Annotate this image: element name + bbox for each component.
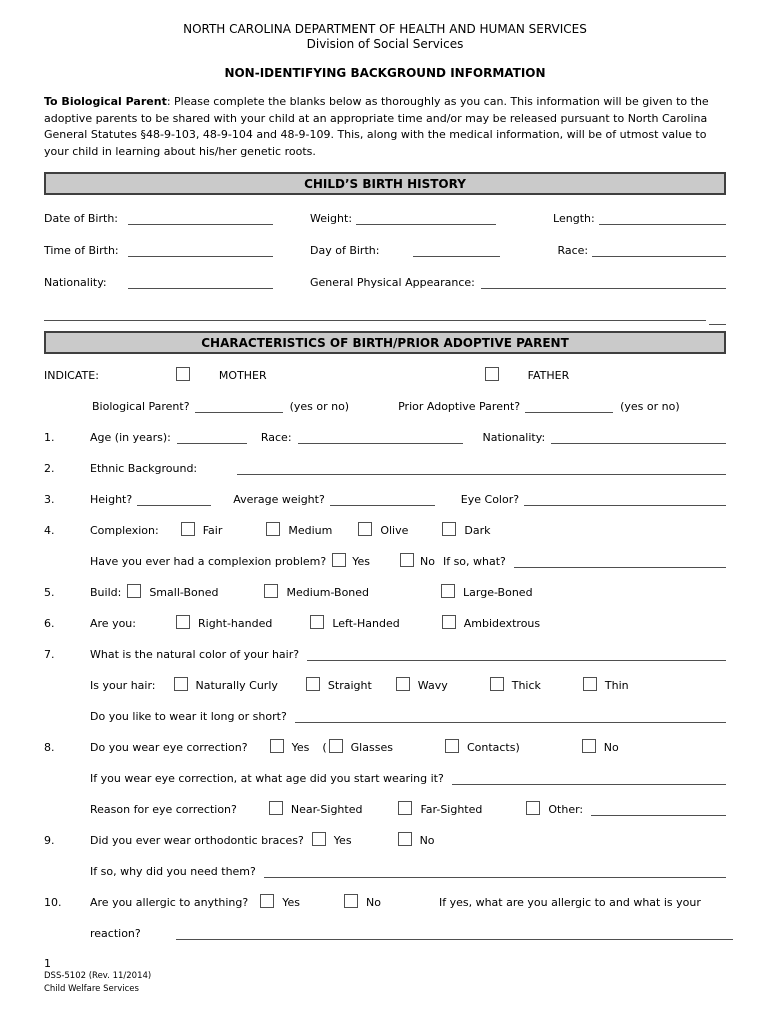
q1-nationality-field[interactable] bbox=[551, 430, 726, 444]
q6-number: 6. bbox=[44, 617, 55, 630]
question-7b bbox=[44, 678, 726, 692]
length-field[interactable] bbox=[599, 211, 726, 225]
father-checkbox[interactable] bbox=[485, 367, 499, 381]
complexion-problem-label: Have you ever had a complexion problem? bbox=[90, 555, 327, 568]
braces-no-checkbox[interactable] bbox=[398, 832, 412, 846]
eye-correction-no-label: No bbox=[603, 741, 619, 754]
question-9b bbox=[44, 864, 726, 878]
complexion-olive-checkbox[interactable] bbox=[358, 522, 372, 536]
date-of-birth-field[interactable] bbox=[128, 211, 273, 225]
biological-parent-field[interactable] bbox=[195, 399, 283, 413]
indicate-label: INDICATE: bbox=[44, 369, 99, 382]
q3-number: 3. bbox=[44, 493, 55, 506]
complexion-if-so-field[interactable] bbox=[514, 554, 726, 568]
allergic-no-checkbox[interactable] bbox=[344, 894, 358, 908]
allergic-reaction-field[interactable] bbox=[176, 926, 733, 940]
q3-eye-color-field[interactable] bbox=[524, 492, 726, 506]
parent-type-row bbox=[44, 399, 726, 413]
question-3 bbox=[44, 492, 726, 506]
q8-number: 8. bbox=[44, 741, 55, 754]
eye-correction-contacts-label: Contacts) bbox=[466, 741, 520, 754]
date-of-birth-label: Date of Birth: bbox=[44, 212, 119, 225]
q3-height-label: Height? bbox=[90, 493, 133, 506]
appearance-field-continued[interactable] bbox=[44, 307, 706, 321]
hair-long-short-label: Do you like to wear it long or short? bbox=[90, 710, 287, 723]
build-large-checkbox[interactable] bbox=[441, 584, 455, 598]
mother-label: MOTHER bbox=[218, 369, 267, 382]
q6-label: Are you: bbox=[90, 617, 136, 630]
weight-field[interactable] bbox=[356, 211, 496, 225]
complexion-fair-checkbox[interactable] bbox=[181, 522, 195, 536]
indicate-row bbox=[44, 368, 726, 382]
characteristics-title: CHARACTERISTICS OF BIRTH/PRIOR ADOPTIVE PARENT bbox=[201, 336, 569, 350]
question-7 bbox=[44, 647, 726, 661]
handed-left-label: Left-Handed bbox=[332, 617, 400, 630]
appearance-label: General Physical Appearance: bbox=[310, 276, 475, 289]
hair-curly-checkbox[interactable] bbox=[174, 677, 188, 691]
braces-yes-checkbox[interactable] bbox=[312, 832, 326, 846]
braces-why-field[interactable] bbox=[264, 864, 726, 878]
reason-near-sighted-checkbox[interactable] bbox=[269, 801, 283, 815]
handed-ambidextrous-checkbox[interactable] bbox=[442, 615, 456, 629]
birth-row-3 bbox=[44, 275, 726, 289]
question-1 bbox=[44, 430, 726, 444]
q3-height-field[interactable] bbox=[137, 492, 211, 506]
hair-wavy-checkbox[interactable] bbox=[396, 677, 410, 691]
build-medium-checkbox[interactable] bbox=[264, 584, 278, 598]
question-5 bbox=[44, 585, 726, 599]
braces-why-label: If so, why did you need them? bbox=[90, 865, 256, 878]
day-of-birth-label: Day of Birth: bbox=[310, 244, 380, 257]
allergic-if-yes-label: If yes, what are you allergic to and what is your bbox=[438, 896, 701, 909]
hair-wavy-label: Wavy bbox=[417, 679, 448, 692]
birth-row-1 bbox=[44, 211, 726, 225]
intro-lead: To Biological Parent bbox=[44, 95, 167, 108]
q3-weight-field[interactable] bbox=[330, 492, 435, 506]
form-title: NON-IDENTIFYING BACKGROUND INFORMATION bbox=[224, 66, 546, 80]
hair-long-short-field[interactable] bbox=[295, 709, 726, 723]
q10-number: 10. bbox=[44, 896, 62, 909]
race-label: Race: bbox=[557, 244, 589, 257]
q1-nationality-label: Nationality: bbox=[482, 431, 546, 444]
complexion-problem-yes-label: Yes bbox=[352, 555, 370, 568]
allergic-yes-label: Yes bbox=[282, 896, 300, 909]
q3-eye-color-label: Eye Color? bbox=[460, 493, 520, 506]
q1-number: 1. bbox=[44, 431, 55, 444]
appearance-field[interactable] bbox=[481, 275, 726, 289]
division-name: Division of Social Services bbox=[306, 37, 464, 51]
complexion-problem-yes-checkbox[interactable] bbox=[332, 553, 346, 567]
complexion-medium-checkbox[interactable] bbox=[266, 522, 280, 536]
birth-row-4 bbox=[44, 307, 726, 321]
handed-right-label: Right-handed bbox=[198, 617, 273, 630]
weight-label: Weight: bbox=[310, 212, 353, 225]
section-header-characteristics bbox=[44, 331, 726, 354]
q5-number: 5. bbox=[44, 586, 55, 599]
build-medium-label: Medium-Boned bbox=[286, 586, 370, 599]
question-7c bbox=[44, 709, 726, 723]
eye-correction-age-field[interactable] bbox=[452, 771, 726, 785]
q5-label: Build: bbox=[90, 586, 122, 599]
intro-paragraph bbox=[44, 94, 726, 160]
reason-other-checkbox[interactable] bbox=[526, 801, 540, 815]
intro-body: : Please complete the blanks below as thoroughly as you can. This information will be given to the adoptive parents to be shared with your child at an appropriate time and/or may be released pursuant to North Carolina General Statutes §48-9-103, 48-9-104 and 48-9-109. This, along with the medical information, will be of utmost value to your child in learning about his/her genetic roots. bbox=[44, 95, 709, 158]
reason-far-sighted-label: Far-Sighted bbox=[420, 803, 483, 816]
eye-correction-no-checkbox[interactable] bbox=[582, 739, 596, 753]
q4-number: 4. bbox=[44, 524, 55, 537]
reason-other-field[interactable] bbox=[591, 802, 726, 816]
birth-history-title: CHILD’S BIRTH HISTORY bbox=[304, 177, 466, 191]
q3-weight-label: Average weight? bbox=[233, 493, 325, 506]
mother-checkbox[interactable] bbox=[176, 367, 190, 381]
question-10 bbox=[44, 895, 726, 909]
q4-label: Complexion: bbox=[90, 524, 159, 537]
complexion-dark-checkbox[interactable] bbox=[442, 522, 456, 536]
reason-other-label: Other: bbox=[548, 803, 584, 816]
question-8 bbox=[44, 740, 726, 754]
complexion-olive-label: Olive bbox=[380, 524, 409, 537]
form-code: DSS-5102 (Rev. 11/2014) bbox=[44, 971, 152, 981]
q2-ethnic-background-field[interactable] bbox=[237, 461, 726, 475]
time-of-birth-label: Time of Birth: bbox=[44, 244, 119, 257]
complexion-fair-label: Fair bbox=[202, 524, 223, 537]
q9-number: 9. bbox=[44, 834, 55, 847]
time-of-birth-field[interactable] bbox=[128, 243, 273, 257]
q1-age-field[interactable] bbox=[177, 430, 247, 444]
handed-left-checkbox[interactable] bbox=[310, 615, 324, 629]
eye-correction-yes-checkbox[interactable] bbox=[270, 739, 284, 753]
q1-race-label: Race: bbox=[260, 431, 292, 444]
appearance-field-overflow[interactable] bbox=[709, 311, 726, 325]
document-header bbox=[44, 22, 726, 52]
prior-yes-or-no: (yes or no) bbox=[620, 400, 680, 413]
build-large-label: Large-Boned bbox=[463, 586, 533, 599]
handed-ambidextrous-label: Ambidextrous bbox=[463, 617, 541, 630]
hair-curly-label: Naturally Curly bbox=[195, 679, 278, 692]
eye-correction-label: Do you wear eye correction? bbox=[90, 741, 248, 754]
section-header-birth-history bbox=[44, 172, 726, 195]
allergic-label: Are you allergic to anything? bbox=[90, 896, 249, 909]
hair-thin-label: Thin bbox=[604, 679, 629, 692]
page-number: 1 bbox=[44, 957, 51, 970]
complexion-problem-no-label: No bbox=[419, 555, 435, 568]
hair-thick-checkbox[interactable] bbox=[490, 677, 504, 691]
build-small-checkbox[interactable] bbox=[127, 584, 141, 598]
q1-age-label: Age (in years): bbox=[90, 431, 171, 444]
race-field[interactable] bbox=[592, 243, 726, 257]
question-8b bbox=[44, 771, 726, 785]
complexion-medium-label: Medium bbox=[288, 524, 333, 537]
hair-color-field[interactable] bbox=[307, 647, 726, 661]
question-10b bbox=[44, 926, 726, 940]
hair-color-label: What is the natural color of your hair? bbox=[90, 648, 300, 661]
handed-right-checkbox[interactable] bbox=[176, 615, 190, 629]
q7-number: 7. bbox=[44, 648, 55, 661]
biological-parent-label: Biological Parent? bbox=[92, 400, 190, 413]
braces-yes-label: Yes bbox=[333, 834, 352, 847]
complexion-if-so-label: If so, what? bbox=[442, 555, 506, 568]
eye-correction-contacts-checkbox[interactable] bbox=[445, 739, 459, 753]
hair-straight-label: Straight bbox=[327, 679, 372, 692]
biological-yes-or-no: (yes or no) bbox=[289, 400, 350, 413]
program-name: Child Welfare Services bbox=[44, 984, 139, 994]
eye-correction-glasses-checkbox[interactable] bbox=[329, 739, 343, 753]
day-of-birth-field[interactable] bbox=[413, 243, 500, 257]
question-6 bbox=[44, 616, 726, 630]
eye-correction-reason-label: Reason for eye correction? bbox=[90, 803, 237, 816]
question-2 bbox=[44, 461, 726, 475]
q1-race-field[interactable] bbox=[298, 430, 463, 444]
eye-correction-open-paren: ( bbox=[322, 741, 327, 754]
allergic-no-label: No bbox=[365, 896, 381, 909]
allergic-reaction-label: reaction? bbox=[90, 927, 141, 940]
is-your-hair-label: Is your hair: bbox=[90, 679, 156, 692]
complexion-problem-no-checkbox[interactable] bbox=[400, 553, 414, 567]
page-footer bbox=[44, 957, 726, 996]
question-8c bbox=[44, 802, 726, 816]
hair-straight-checkbox[interactable] bbox=[306, 677, 320, 691]
braces-label: Did you ever wear orthodontic braces? bbox=[90, 834, 304, 847]
hair-thin-checkbox[interactable] bbox=[583, 677, 597, 691]
braces-no-label: No bbox=[419, 834, 435, 847]
eye-correction-age-label: If you wear eye correction, at what age did you start wearing it? bbox=[90, 772, 444, 785]
q2-label: Ethnic Background: bbox=[90, 462, 198, 475]
q2-number: 2. bbox=[44, 462, 55, 475]
question-4b bbox=[44, 554, 726, 568]
hair-thick-label: Thick bbox=[511, 679, 541, 692]
father-label: FATHER bbox=[527, 369, 570, 382]
reason-far-sighted-checkbox[interactable] bbox=[398, 801, 412, 815]
question-4 bbox=[44, 523, 726, 537]
eye-correction-glasses-label: Glasses bbox=[350, 741, 393, 754]
agency-name: NORTH CAROLINA DEPARTMENT OF HEALTH AND HUMAN SERVICES bbox=[183, 22, 587, 36]
reason-near-sighted-label: Near-Sighted bbox=[290, 803, 363, 816]
length-label: Length: bbox=[553, 212, 595, 225]
birth-row-2 bbox=[44, 243, 726, 257]
prior-adoptive-parent-field[interactable] bbox=[525, 399, 613, 413]
allergic-yes-checkbox[interactable] bbox=[260, 894, 274, 908]
birth-history-section bbox=[44, 211, 726, 321]
complexion-dark-label: Dark bbox=[464, 524, 491, 537]
nationality-label: Nationality: bbox=[44, 276, 107, 289]
characteristics-section bbox=[44, 368, 726, 940]
eye-correction-yes-label: Yes bbox=[291, 741, 310, 754]
question-9 bbox=[44, 833, 726, 847]
build-small-label: Small-Boned bbox=[149, 586, 219, 599]
nationality-field[interactable] bbox=[128, 275, 273, 289]
prior-adoptive-parent-label: Prior Adoptive Parent? bbox=[398, 400, 521, 413]
